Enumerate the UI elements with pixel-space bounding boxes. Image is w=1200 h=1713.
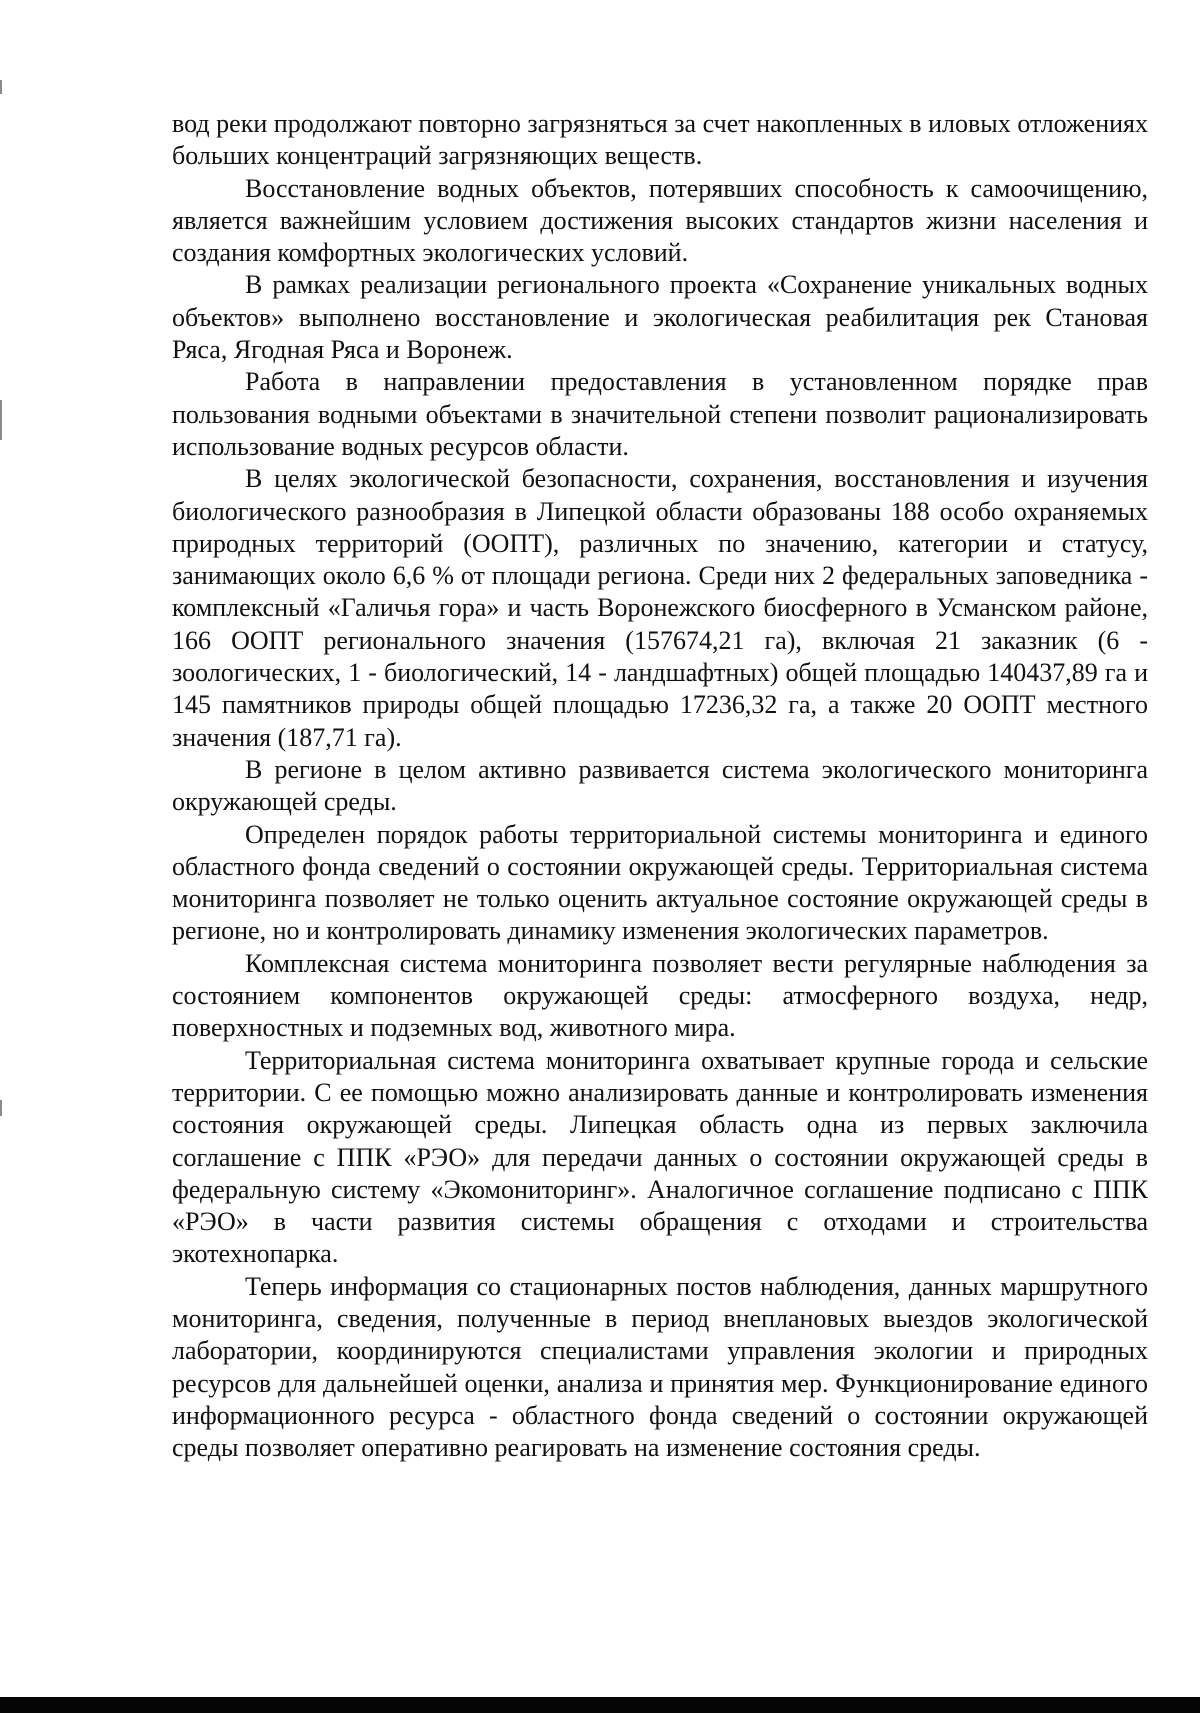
paragraph: вод реки продолжают повторно загрязняться за счет накопленных в иловых отложениях больших концентраций загрязняющих веществ. (172, 109, 1148, 171)
scan-edge-mark (0, 400, 2, 440)
body-text (172, 108, 1148, 1464)
paragraph: Восстановление водных объектов, потерявших способность к самоочищению, является важнейшим условием достижения высоких стандартов жизни населения и создания комфортных экологических условий. (172, 173, 1148, 268)
paragraph: В рамках реализации регионального проекта «Сохранение уникальных водных объектов» выполнено восстановление и экологическая реабилитация рек Становая Ряса, Ягодная Ряса и Воронеж. (172, 270, 1148, 365)
paragraph: В целях экологической безопасности, сохранения, восстановления и изучения биологического разнообразия в Липецкой области образованы 188 особо охраняемых природных территорий (ООПТ), различных по значению, категории и статусу, занимающих около 6,6 % от площади региона. Среди них 2 федеральных заповедника - комплексный «Галичья гора» и часть Воронежского биосферного в Усманском районе, 166 ООПТ регионального значения (157674,21 га), включая 21 заказник (6 - зоологических, 1 - биологический, 14 - ландшафтных) общей площадью 140437,89 га и 145 памятников природы общей площадью 17236,32 га, а также 20 ООПТ местного значения (187,71 га). (172, 464, 1148, 752)
paragraph: Территориальная система мониторинга охватывает крупные города и сельские территории. С ее помощью можно анализировать данные и контролировать изменения состояния окружающей среды. Липецкая область одна из первых заключила соглашение с ППК «РЭО» для передачи данных о состоянии окружающей среды в федеральную систему «Экомониторинг». Аналогичное соглашение подписано с ППК «РЭО» в части развития системы обращения с отходами и строительства экотехнопарка. (172, 1045, 1148, 1269)
paragraph: Определен порядок работы территориальной системы мониторинга и единого областного фонда сведений о состоянии окружающей среды. Территориальная система мониторинга позволяет не только оценить актуальное состояние окружающей среды в регионе, но и контролировать динамику изменения экологических параметров. (172, 819, 1148, 946)
scan-edge-mark (0, 80, 2, 94)
paragraph: Теперь информация со стационарных постов наблюдения, данных маршрутного мониторинга, сведения, полученные в период внеплановых выездов экологической лаборатории, координируются специалистами управления экологии и природных ресурсов для дальнейшей оценки, анализа и принятия мер. Функционирование единого информационного ресурса - областного фонда сведений о состоянии окружающей среды позволяет оперативно реагировать на изменение состояния среды. (172, 1271, 1148, 1463)
scan-edge-mark (0, 1100, 2, 1116)
paragraph: Работа в направлении предоставления в установленном порядке прав пользования водными объектами в значительной степени позволит рационализировать использование водных ресурсов области. (172, 367, 1148, 461)
paragraph: Комплексная система мониторинга позволяет вести регулярные наблюдения за состоянием компонентов окружающей среды: атмосферного воздуха, недр, поверхностных и подземных вод, животного мира. (172, 948, 1148, 1043)
paragraph: В регионе в целом активно развивается система экологического мониторинга окружающей среды. (172, 754, 1148, 817)
scan-bottom-edge (0, 1697, 1200, 1713)
